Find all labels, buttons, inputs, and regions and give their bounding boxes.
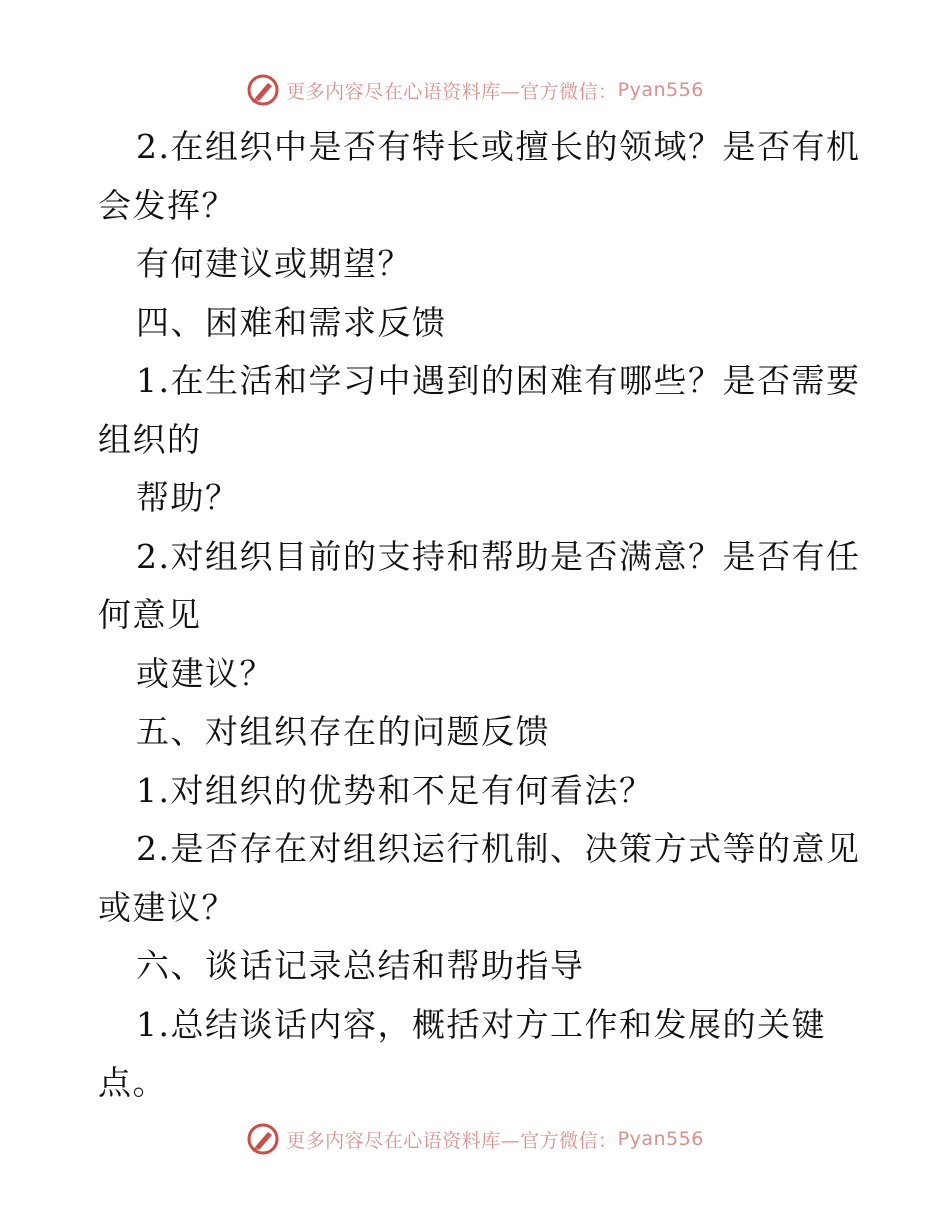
text-line: 2.在组织中是否有特长或擅长的领域？是否有机 bbox=[136, 127, 861, 166]
text-line: 何意见 bbox=[98, 595, 202, 634]
header-wechat-id: Pyan556 bbox=[617, 79, 704, 101]
text-line: 五、对组织存在的问题反馈 bbox=[136, 712, 550, 751]
text-line: 1.在生活和学习中遇到的困难有哪些？是否需要 bbox=[136, 361, 861, 400]
text-line: 1.对组织的优势和不足有何看法？ bbox=[136, 770, 654, 810]
header-banner bbox=[0, 70, 950, 110]
footer-wechat-id: Pyan556 bbox=[617, 1128, 704, 1150]
text-line: 点。 bbox=[98, 1063, 167, 1102]
document-body bbox=[98, 118, 861, 1113]
text-line: 帮助？ bbox=[136, 478, 240, 517]
text-line: 1.总结谈话内容，概括对方工作和发展的关键 bbox=[136, 1004, 826, 1044]
text-line: 或建议？ bbox=[98, 887, 236, 927]
text-line: 会发挥？ bbox=[98, 185, 236, 225]
text-line: 四、困难和需求反馈 bbox=[136, 302, 447, 342]
pen-logo-icon bbox=[246, 1122, 280, 1156]
text-line: 六、谈话记录总结和帮助指导 bbox=[136, 946, 585, 985]
footer-banner bbox=[0, 1119, 950, 1159]
text-line: 2.对组织目前的支持和帮助是否满意？是否有任 bbox=[136, 536, 861, 576]
text-line: 有何建议或期望？ bbox=[136, 244, 412, 283]
text-line: 组织的 bbox=[98, 419, 202, 459]
text-line: 2.是否存在对组织运行机制、决策方式等的意见 bbox=[136, 829, 861, 868]
footer-site-text: 更多内容尽在心语资料库—官方微信： bbox=[286, 1129, 618, 1152]
pen-logo-icon bbox=[246, 73, 280, 107]
text-line: 或建议？ bbox=[136, 653, 274, 693]
header-site-text: 更多内容尽在心语资料库—官方微信： bbox=[286, 80, 618, 103]
